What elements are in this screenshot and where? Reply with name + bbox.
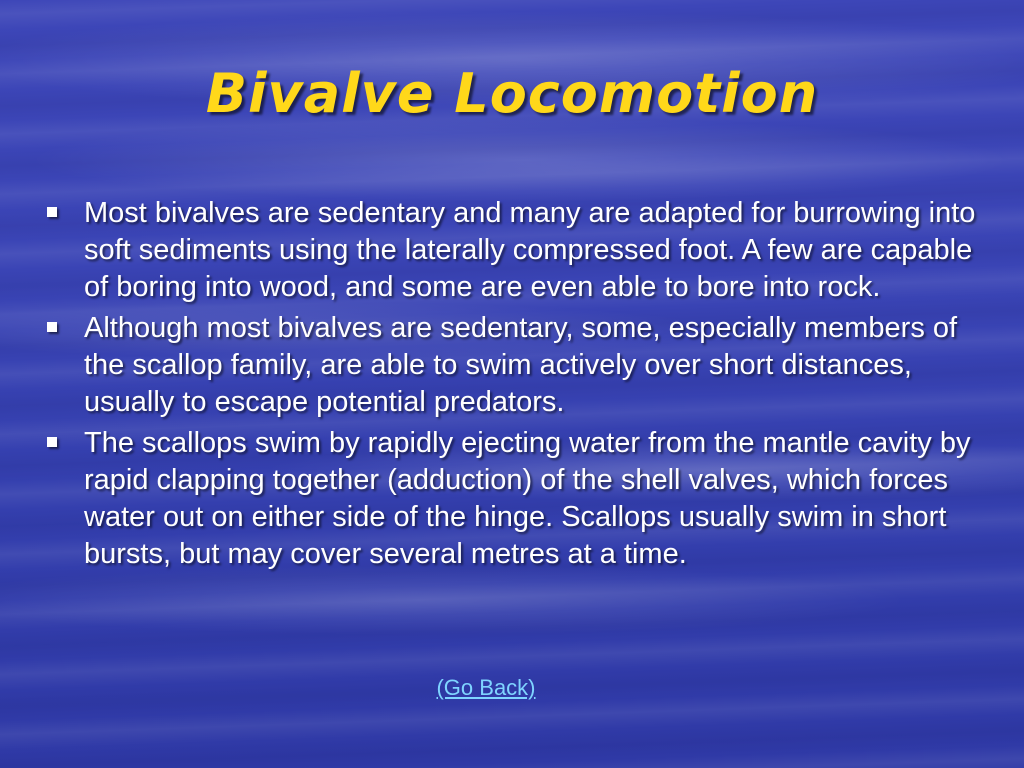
square-bullet-icon bbox=[47, 207, 57, 217]
bullet-item bbox=[44, 195, 994, 306]
slide-title: Bivalve Locomotion bbox=[205, 62, 819, 125]
bullet-item bbox=[44, 425, 994, 573]
square-bullet-icon bbox=[47, 322, 57, 332]
bullet-list bbox=[44, 195, 994, 577]
go-back-link[interactable]: (Go Back) bbox=[436, 675, 536, 700]
bullet-text: Most bivalves are sedentary and many are adapted for burrowing into soft sediments using the laterally compressed foot. A few are capable of boring into wood, and some are even able to bore into rock. bbox=[84, 197, 976, 303]
bullet-item bbox=[44, 310, 994, 421]
bullet-text: Although most bivalves are sedentary, some, especially members of the scallop family, are able to swim actively over short distances, usually to escape potential predators. bbox=[84, 312, 958, 418]
bullet-text: The scallops swim by rapidly ejecting water from the mantle cavity by rapid clapping together (adduction) of the shell valves, which forces water out on either side of the hinge. Scallops usually swim in short bursts, but may cover several metres at a time. bbox=[84, 427, 971, 570]
square-bullet-icon bbox=[47, 437, 57, 447]
